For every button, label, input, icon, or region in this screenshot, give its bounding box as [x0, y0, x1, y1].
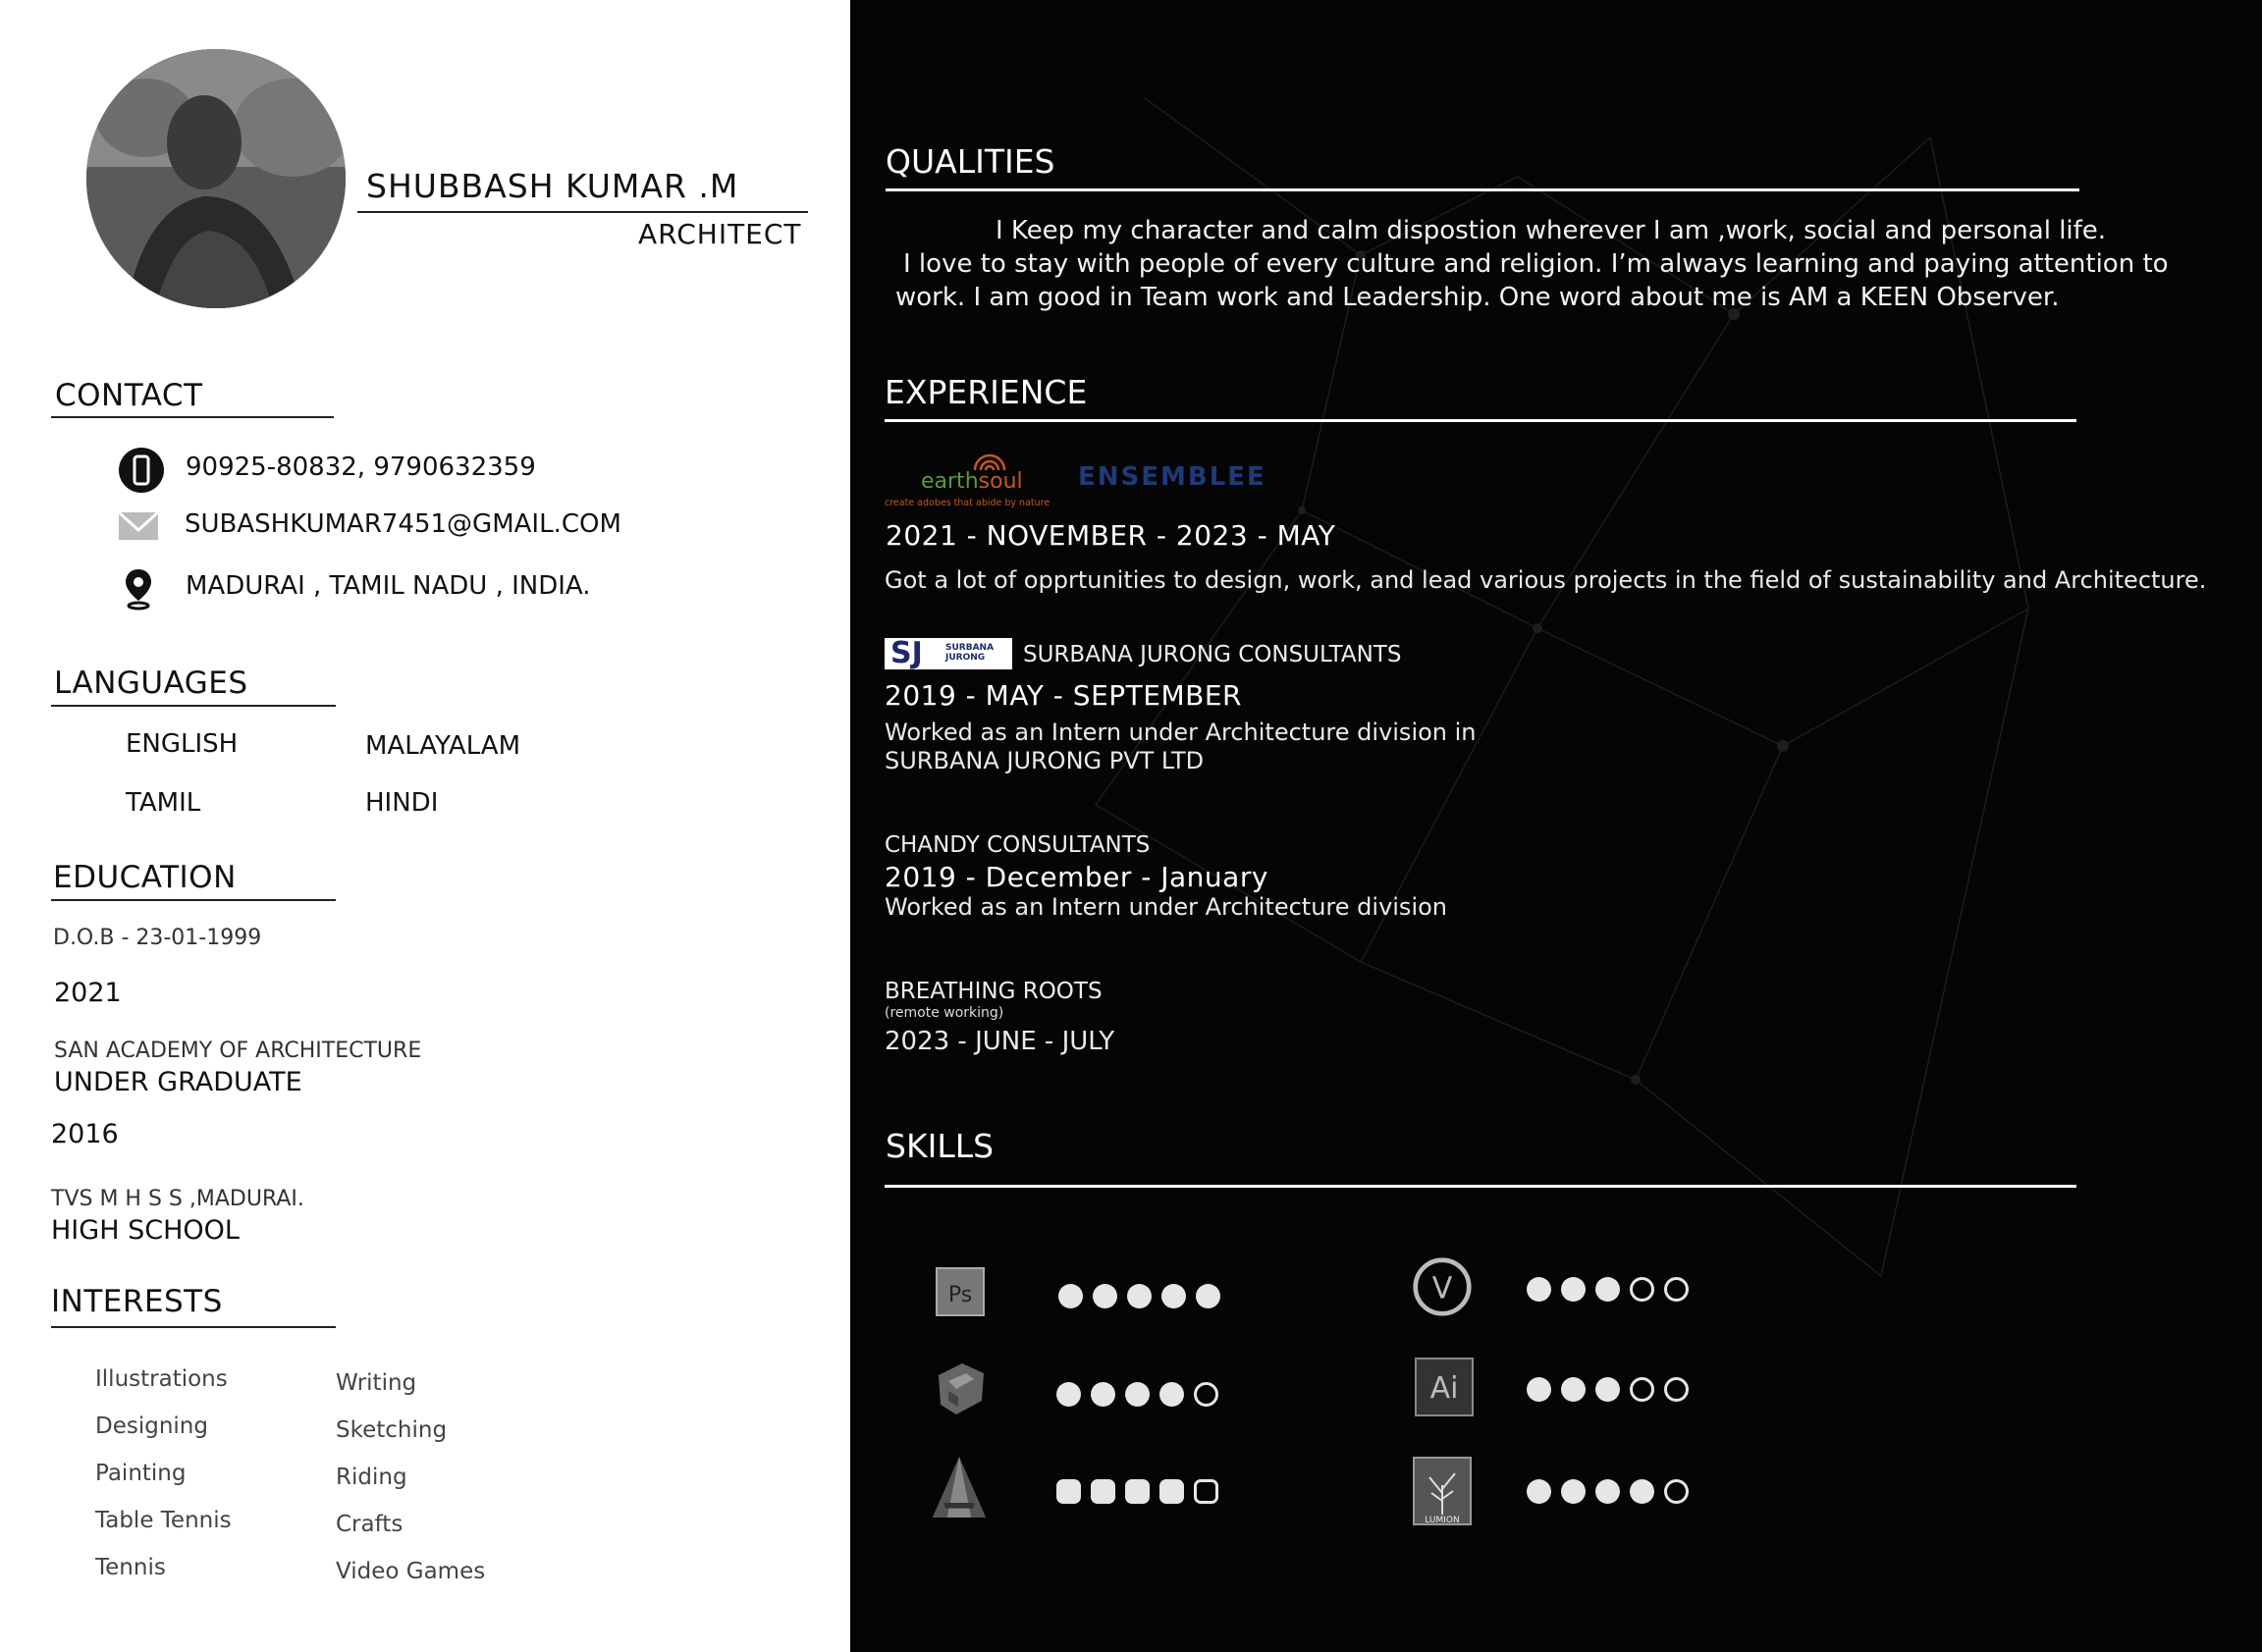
- experience-description: Got a lot of opprtunities to design, work, and lead various projects in the field of sustainability and Architecture.: [885, 566, 2207, 594]
- interest-item: Designing: [95, 1413, 208, 1439]
- qualities-line: work. I am good in Team work and Leadership. One word about me is AM a KEEN Observer.: [895, 283, 2060, 312]
- photoshop-icon: [929, 1260, 990, 1321]
- rating-dot: [1125, 1479, 1150, 1504]
- skill-rating-lumion: [1527, 1479, 1689, 1504]
- rating-dot: [1161, 1284, 1186, 1308]
- experience-description: Worked as an Intern under Architecture division in: [885, 719, 1477, 746]
- earthsoul-text-soul: soul: [978, 469, 1023, 494]
- lumion-label: LUMION: [1425, 1516, 1460, 1525]
- earthsoul-logo: [885, 447, 1081, 510]
- ensemblee-logo: ENSEMBLEE: [1078, 462, 1266, 492]
- interests-heading: INTERESTS: [51, 1284, 223, 1319]
- education-school: SAN ACADEMY OF ARCHITECTURE: [54, 1039, 422, 1063]
- profile-role: ARCHITECT: [638, 218, 802, 250]
- lumion-icon: [1412, 1461, 1473, 1525]
- rating-dot: [1527, 1277, 1551, 1302]
- skills-divider: [885, 1185, 2076, 1188]
- experience-date: 2023 - JUNE - JULY: [885, 1027, 1115, 1056]
- qualities-divider: [886, 188, 2079, 191]
- experience-company: BREATHING ROOTS: [885, 979, 1103, 1004]
- rating-dot: [1093, 1284, 1117, 1308]
- contact-heading: CONTACT: [55, 378, 203, 413]
- interest-item: Sketching: [336, 1417, 448, 1443]
- education-school: TVS M H S S ,MADURAI.: [51, 1187, 304, 1211]
- sj-text-jurong: JURONG: [945, 653, 986, 663]
- experience-date: 2019 - MAY - SEPTEMBER: [885, 679, 1242, 712]
- interest-item: Writing: [336, 1370, 417, 1396]
- qualities-line: I Keep my character and calm dispostion wherever I am ,work, social and personal life.: [996, 216, 2107, 245]
- contact-location: MADURAI , TAMIL NADU , INDIA.: [186, 571, 591, 601]
- contact-phone: 90925-80832, 9790632359: [186, 453, 536, 482]
- rating-dot: [1664, 1377, 1689, 1402]
- languages-heading: LANGUAGES: [54, 666, 248, 701]
- sj-letters: SJ: [890, 636, 923, 670]
- rating-dot: [1091, 1479, 1115, 1504]
- rating-dot: [1561, 1277, 1586, 1302]
- rating-dot: [1664, 1277, 1689, 1302]
- rating-dot: [1159, 1382, 1184, 1407]
- interest-item: Video Games: [336, 1559, 486, 1584]
- vray-label: V: [1431, 1271, 1453, 1306]
- rating-dot: [1630, 1479, 1654, 1504]
- education-level: UNDER GRADUATE: [54, 1067, 302, 1097]
- contact-email: SUBASHKUMAR7451@GMAIL.COM: [185, 509, 621, 539]
- contact-divider: [51, 416, 334, 418]
- name-divider: [357, 211, 808, 213]
- left-panel: [0, 0, 850, 1652]
- rating-dot: [1561, 1377, 1586, 1402]
- experience-description: SURBANA JURONG PVT LTD: [885, 747, 1205, 774]
- interest-item: Riding: [336, 1465, 407, 1490]
- interests-divider: [51, 1326, 336, 1328]
- interest-item: Illustrations: [95, 1366, 228, 1392]
- sj-text-surbana: SURBANA: [945, 643, 995, 653]
- interest-item: Table Tennis: [95, 1508, 232, 1533]
- profile-photo: [86, 49, 346, 308]
- rating-dot: [1194, 1382, 1218, 1407]
- rating-dot: [1056, 1479, 1081, 1504]
- rating-dot: [1595, 1277, 1620, 1302]
- experience-divider: [885, 419, 2076, 422]
- rating-dot: [1595, 1377, 1620, 1402]
- rating-dot: [1527, 1479, 1551, 1504]
- earthsoul-text-earth: earth: [921, 469, 979, 494]
- earthsoul-tagline: create adobes that abide by nature: [885, 498, 1050, 508]
- experience-date: 2021 - NOVEMBER - 2023 - MAY: [886, 519, 1336, 552]
- language-item: ENGLISH: [126, 729, 239, 759]
- experience-note: (remote working): [885, 1005, 1004, 1021]
- experience-company: SURBANA JURONG CONSULTANTS: [1023, 642, 1402, 667]
- surbana-jurong-logo: [885, 638, 1012, 669]
- right-panel: [850, 0, 2262, 1652]
- rating-dot: [1091, 1382, 1115, 1407]
- date-of-birth: D.O.B - 23-01-1999: [53, 926, 262, 950]
- autocad-icon: [929, 1457, 990, 1518]
- rating-dot: [1159, 1479, 1184, 1504]
- education-year: 2021: [54, 978, 122, 1008]
- skills-heading: SKILLS: [886, 1127, 995, 1165]
- interest-item: Tennis: [95, 1555, 166, 1580]
- rating-dot: [1194, 1479, 1218, 1504]
- rating-dot: [1058, 1284, 1083, 1308]
- illustrator-icon: [1414, 1357, 1475, 1417]
- rating-dot: [1630, 1277, 1654, 1302]
- illustrator-label: Ai: [1429, 1371, 1459, 1406]
- rating-dot: [1125, 1382, 1150, 1407]
- skill-rating-vray: [1527, 1277, 1689, 1302]
- language-item: TAMIL: [126, 788, 201, 818]
- skill-rating-illustrator: [1527, 1377, 1689, 1402]
- interest-item: Painting: [95, 1461, 187, 1486]
- phone-icon: [118, 447, 165, 498]
- education-level: HIGH SCHOOL: [51, 1215, 240, 1246]
- email-icon: [118, 510, 159, 546]
- experience-company: CHANDY CONSULTANTS: [885, 832, 1151, 858]
- experience-description: Worked as an Intern under Architecture division: [885, 893, 1447, 921]
- education-year: 2016: [51, 1119, 119, 1149]
- sketchup-icon: [929, 1358, 990, 1418]
- skill-rating-sketchup: [1056, 1382, 1218, 1407]
- location-pin-icon: [123, 567, 154, 614]
- experience-date: 2019 - December - January: [885, 861, 1268, 893]
- qualities-line: I love to stay with people of every culture and religion. I’m always learning and paying attention to: [903, 249, 2169, 279]
- rating-dot: [1196, 1284, 1220, 1308]
- language-item: MALAYALAM: [365, 731, 521, 761]
- rating-dot: [1630, 1377, 1654, 1402]
- experience-heading: EXPERIENCE: [885, 373, 1088, 411]
- education-heading: EDUCATION: [53, 860, 237, 895]
- rating-dot: [1127, 1284, 1152, 1308]
- rating-dot: [1595, 1479, 1620, 1504]
- vray-icon: [1412, 1256, 1473, 1317]
- languages-divider: [51, 705, 336, 707]
- education-divider: [51, 899, 336, 901]
- rating-dot: [1561, 1479, 1586, 1504]
- skill-rating-photoshop: [1058, 1284, 1220, 1308]
- profile-name: SHUBBASH KUMAR .M: [366, 167, 739, 205]
- skill-rating-autocad: [1056, 1479, 1218, 1504]
- qualities-heading: QUALITIES: [886, 142, 1055, 181]
- rating-dot: [1664, 1479, 1689, 1504]
- photoshop-label: Ps: [947, 1283, 973, 1307]
- interest-item: Crafts: [336, 1512, 404, 1537]
- rating-dot: [1527, 1377, 1551, 1402]
- rating-dot: [1056, 1382, 1081, 1407]
- language-item: HINDI: [365, 788, 439, 818]
